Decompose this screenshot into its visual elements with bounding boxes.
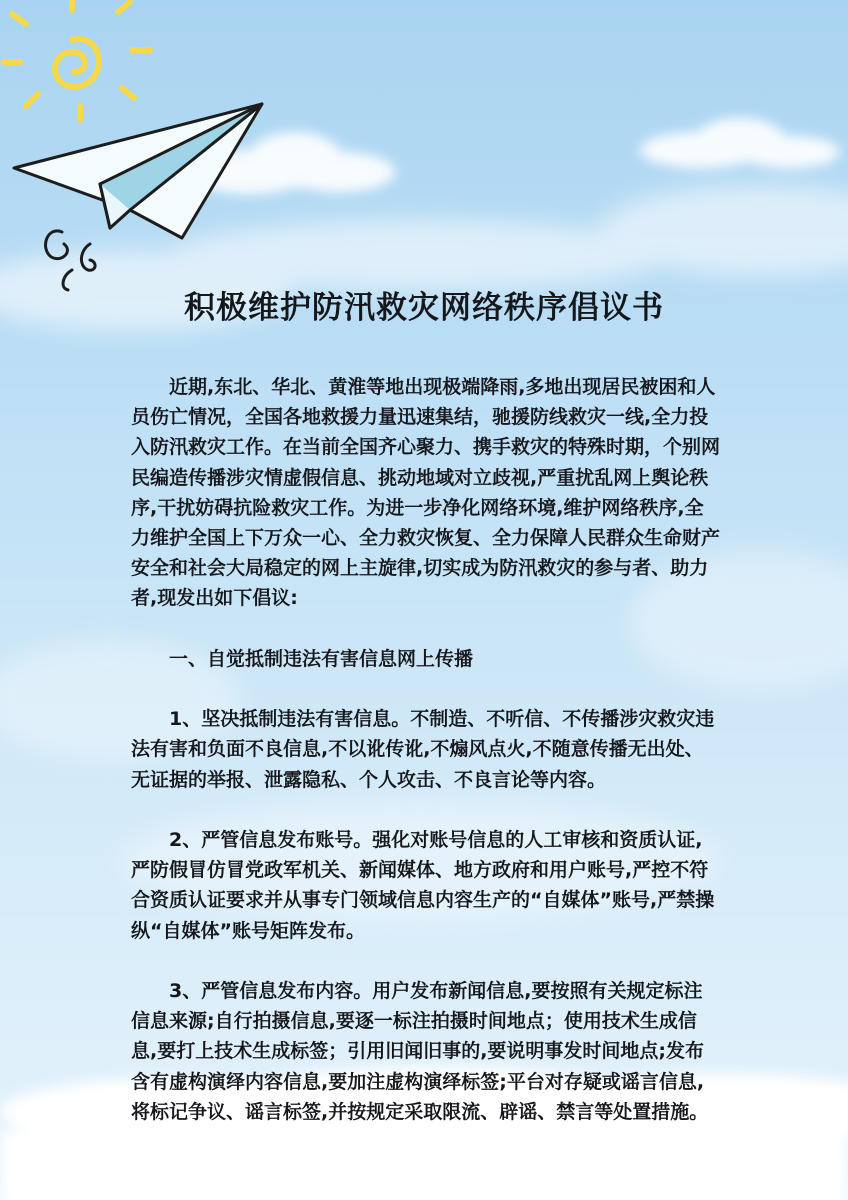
- cloud-right: [640, 118, 840, 168]
- item-paragraph-2: 2、严管信息发布账号。强化对账号信息的人工审核和资质认证,严防假冒仿冒党政军机关、新闻媒体、地方政府和用户账号,严控不符合资质认证要求并从事专门领域信息内容生产的“自媒体”账号,严禁操纵“自媒体”账号矩阵发布。: [131, 829, 715, 942]
- sun-icon: [4, 0, 150, 120]
- document-body: [131, 372, 721, 1127]
- item-paragraph-3: 3、严管信息发布内容。用户发布新闻信息,要按照有关规定标注信息来源;自行拍摄信息,要逐一标注拍摄时间地点；使用技术生成信息,要打上技术生成标签；引用旧闻旧事的,要说明事发时间地点;发布含有虚构演绎内容信息,要加注虚构演绎标签;平台对存疑或谣言信息,将标记争议、谣言标签,并按规定采取限流、辟谣、禁言等处置措施。: [131, 980, 709, 1123]
- intro-paragraph: 近期,东北、华北、黄淮等地出现极端降雨,多地出现居民被困和人员伤亡情况，全国各地救援力量迅速集结，驰援防线救灾一线,全力投入防汛救灾工作。在当前全国齐心聚力、携手救灾的特殊时期，个别网民编造传播涉灾情虚假信息、挑动地域对立歧视,严重扰乱网上舆论秩序,干扰妨碍抗险救灾工作。为进一步净化网络环境,维护网络秩序,全力维护全国上下万众一心、全力救灾恢复、全力保障人民群众生命财产安全和社会大局稳定的网上主旋律,切实成为防汛救灾的参与者、助力者,现发出如下倡议:: [131, 376, 721, 610]
- document-title: 积极维护防汛救灾网络秩序倡议书: [184, 290, 664, 326]
- item-paragraph-1: 1、坚决抵制违法有害信息。不制造、不听信、不传播涉灾救灾违法有害和负面不良信息,不以讹传讹,不煽风点火,不随意传播无出处、无证据的举报、泄露隐私、个人攻击、不良言论等内容。: [131, 708, 715, 791]
- section-heading: 一、自觉抵制违法有害信息网上传播: [169, 647, 474, 670]
